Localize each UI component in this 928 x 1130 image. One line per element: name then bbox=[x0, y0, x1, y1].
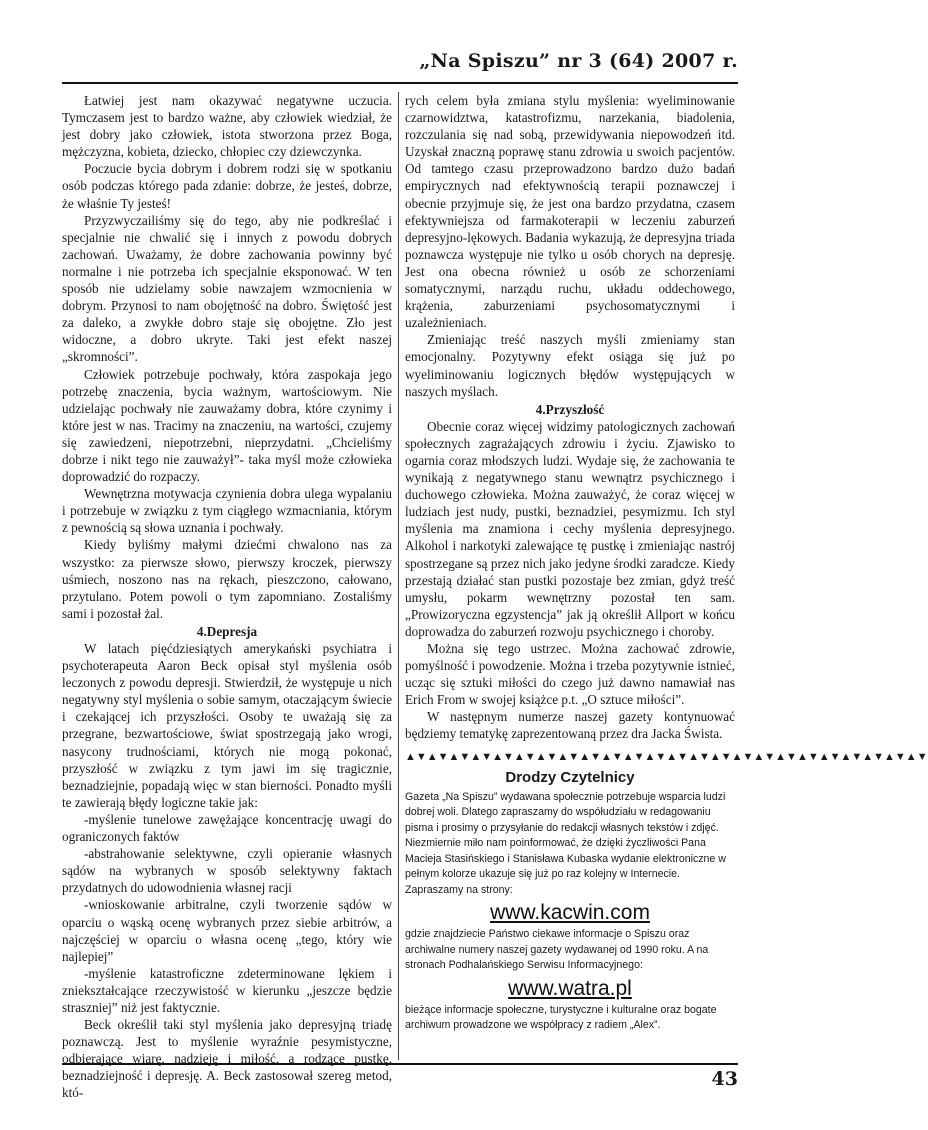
notice-title: Drodzy Czytelnicy bbox=[505, 768, 635, 786]
left-column bbox=[62, 92, 392, 1102]
paragraph: W latach pięćdziesiątych amerykański psychiatra i psychoterapeuta Aaron Beck opisał styl myślenia osób leczonych z powodu depresji. Stwierdził, że występuje u nich negatywny styl myślenia o sobie samym, otaczającym świecie i czekającej ich przyszłości. Osoby te uważają się za przegrane, bezwartościowe, świat spostrzegają jako wrogi, nasycony trudnościami, których nie mogą pokonać, przyszłość w związku z tym jawi im się tragicznie, beznadziejnie, popadają więc w stan bierności. Ponadto myśli te zawierają błędy logiczne takie jak: bbox=[62, 641, 392, 810]
paragraph: W następnym numerze naszej gazety kontynuować będziemy tematykę zaprezentowaną przez dra Jacka Śwista. bbox=[405, 709, 735, 742]
list-item: -myślenie katastroficzne zdeterminowane lękiem i zniekształcające rzeczywistość w kierunku „jeszcze będzie straszniej” niż jest faktycznie. bbox=[62, 965, 392, 1015]
header-rule bbox=[62, 82, 738, 84]
paragraph: Wewnętrzna motywacja czynienia dobra ulega wypalaniu i potrzebuje w związku z tym ciągłego wzmacniania, którym z pewnością są słowa uznania i pochwały. bbox=[62, 486, 392, 536]
footer-rule bbox=[62, 1063, 738, 1065]
kacwin-link[interactable]: www.kacwin.com bbox=[490, 901, 650, 925]
paragraph: Można się tego ustrzec. Można zachować zdrowie, pomyślność i powodzenie. Można i trzeba pozytywnie istnieć, ucząc się sztuki miłości do czego już dawno namawiał nas Erich From w swojej książce p.t. „O sztuce miłości”. bbox=[405, 641, 735, 708]
paragraph: rych celem była zmiana stylu myślenia: wyeliminowanie czarnowidztwa, katastrofizmu, narzekania, biadolenia, rozczulania się nad sobą, przewidywania niepowodzeń itd. Uzyskał znaczną poprawę stanu zdrowia u swoich pacjentów. Od tamtego czasu przeprowadzono bardzo dużo badań empirycznych nad efektywnością terapii poznawczej i obecnie przyjmuje się, że jest ona bardzo przydatna, czasem efektywniejsza od farmakoterapii w leczeniu zaburzeń depresyjno-lękowych. Badania wykazują, że depresyjna triada poznawcza występuje nie tylko u osób chorych na depresję. Jest ona obecna również u osób ze schorzeniami somatycznymi, narządu ruchu, układu oddechowego, krążenia, zaburzeniami psychosomatycznymi i uzależnieniach. bbox=[405, 93, 735, 331]
paragraph: Poczucie bycia dobrym i dobrem rodzi się w spotkaniu osób podczas którego pada zdanie: dobrze, że jesteś, dobrze, że właśnie Ty jesteś! bbox=[62, 161, 392, 211]
paragraph: Przyzwyczailiśmy się do tego, aby nie podkreślać i specjalnie nie chwalić się i innych z powodu dobrych zachowań. Uważamy, że dobre zachowania powinny być normalne i nie potrzeba ich specjalnie eksponować. W ten sposób nie udzielamy sobie nawzajem wzmocnienia w dobrym. Przynosi to nam obojętność na dobro. Świętość jest za daleko, a zwykłe dobro staje się obojętne. Zło jest widoczne, a dobro ukryte. Taki jest efekt naszej „skromności”. bbox=[62, 212, 392, 365]
paragraph: Zmieniając treść naszych myśli zmieniamy stan emocjonalny. Pozytywny efekt osiąga się już po wyeliminowaniu logicznych błędów występujących w naszych myślach. bbox=[405, 332, 735, 399]
list-item: -abstrahowanie selektywne, czyli opieranie własnych sądów na wybranych w sposób selektywny faktach przydatnych do udowodnienia własnej racji bbox=[62, 846, 392, 896]
paragraph: Człowiek potrzebuje pochwały, która zaspokaja jego potrzebę znaczenia, bycia ważnym, wartościowym. Nie udzielając pochwały nie zauważamy dobra, które czynimy i które jest w nas. Tracimy na znaczeniu, na wartości, czujemy się zawiedzeni, niepotrzebni, nieprzydatni. „Chcieliśmy dobrze i nikt tego nie zauważył”- taka myśl może człowieka doprowadzić do rozpaczy. bbox=[62, 366, 392, 485]
right-column bbox=[405, 92, 928, 1034]
paragraph: Obecnie coraz więcej widzimy patologicznych zachowań społecznych zagrażających zdrowiu i życiu. Zjawisko to ogarnia coraz młodszych ludzi. Wydaje się, że zachowania te wynikają z negatywnego stanu wewnątrz psychicznego i duchowego człowieka. Można zauważyć, że coraz więcej w ludziach jest nudy, pustki, beznadziei, pesymizmu. Ich styl myślenia ma znamiona i cechy myślenia depresyjnego. Alkohol i narkotyki zalewające tę pustkę i zmieniając nastrój spostrzegane są przez nich jako jedyne środki zaradcze. Kiedy przestają działać stan pustki pozostaje bez zmian, gdyż treść umysłu, pokarm wewnętrzny pozostał ten sam. „Prowizoryczna egzystencja” jak ją określił Allport w końcu doprowadza do zaburzeń rozwoju psychicznego i choroby. bbox=[405, 418, 735, 639]
notice-paragraph: Niezmiernie miło nam poinformować, że dzięki życzliwości Pana Macieja Stasińskiego i Stanisława Kubaska wydanie elektroniczne w pełnym kolorze ukazuje się już po raz kolejny w Internecie. Zapraszamy na strony: bbox=[405, 837, 726, 896]
paragraph: Łatwiej jest nam okazywać negatywne uczucia. Tymczasem jest to bardzo ważne, aby człowiek wiedział, że jest dobry jako człowiek, istota stworzona przez Boga, mężczyzna, kobieta, dziecko, chłopiec czy dziewczynka. bbox=[62, 93, 392, 160]
paragraph: Beck określił taki styl myślenia jako depresyjną triadę poznawczą. Jest to myślenie wyraźnie pesymistyczne, odbierające wiarę, nadzieję i miłość, a rodzące pustkę, beznadziejność i depresję. A. Beck zastosował szereg metod, któ- bbox=[62, 1017, 392, 1101]
list-item: -myślenie tunelowe zawężające koncentrację uwagi do ograniczonych faktów bbox=[62, 811, 392, 845]
notice-paragraph: gdzie znajdziecie Państwo ciekawe informacje o Spiszu oraz archiwalne numery naszej gazety wydawanej od 1990 roku. A na stronach Podhalańskiego Serwisu Informacyjnego: bbox=[405, 928, 709, 972]
column-divider bbox=[398, 92, 399, 1060]
section-heading-przyszlosc: 4.Przyszłość bbox=[535, 401, 605, 417]
page-header: „Na Spiszu” nr 3 (64) 2007 r. bbox=[419, 50, 738, 72]
reader-notice bbox=[405, 750, 928, 1034]
notice-paragraph: Gazeta „Na Spiszu” wydawana społecznie potrzebuje wsparcia ludzi dobrej woli. Dlatego zapraszamy do współudziału w redagowaniu pisma i prosimy o przysyłanie do redakcji własnych tekstów i zdjęć. bbox=[405, 790, 726, 834]
page-number: 43 bbox=[711, 1068, 738, 1090]
section-heading-depresja: 4.Depresja bbox=[196, 623, 258, 639]
paragraph: Kiedy byliśmy małymi dziećmi chwalono nas za wszystko: za pierwsze słowo, pierwszy kroczek, pierwszy uśmiech, noszono nas na rękach, pieszczono, całowano, przytulano. Potem powoli o tym zapomniano. Zostaliśmy sami i pozostał żal. bbox=[62, 537, 392, 621]
watra-link[interactable]: www.watra.pl bbox=[508, 976, 632, 1000]
list-item: -wnioskowanie arbitralne, czyli tworzenie sądów w oparciu o wąską ocenę wybranych przez siebie arbitrów, a najczęściej w oparciu o własna ocenę „tego, który wie najlepiej” bbox=[62, 897, 392, 964]
notice-paragraph: bieżące informacje społeczne, turystyczne i kulturalne oraz bogate archiwum prowadzone we współpracy z radiem „Alex”. bbox=[405, 1003, 717, 1032]
triangle-border: ▲▼▲▼▲▼▲▼▲▼▲▼▲▼▲▼▲▼▲▼▲▼▲▼▲▼▲▼▲▼▲▼▲▼▲▼▲▼▲▼▲▼▲▼▲▼▲▼ bbox=[405, 750, 928, 763]
